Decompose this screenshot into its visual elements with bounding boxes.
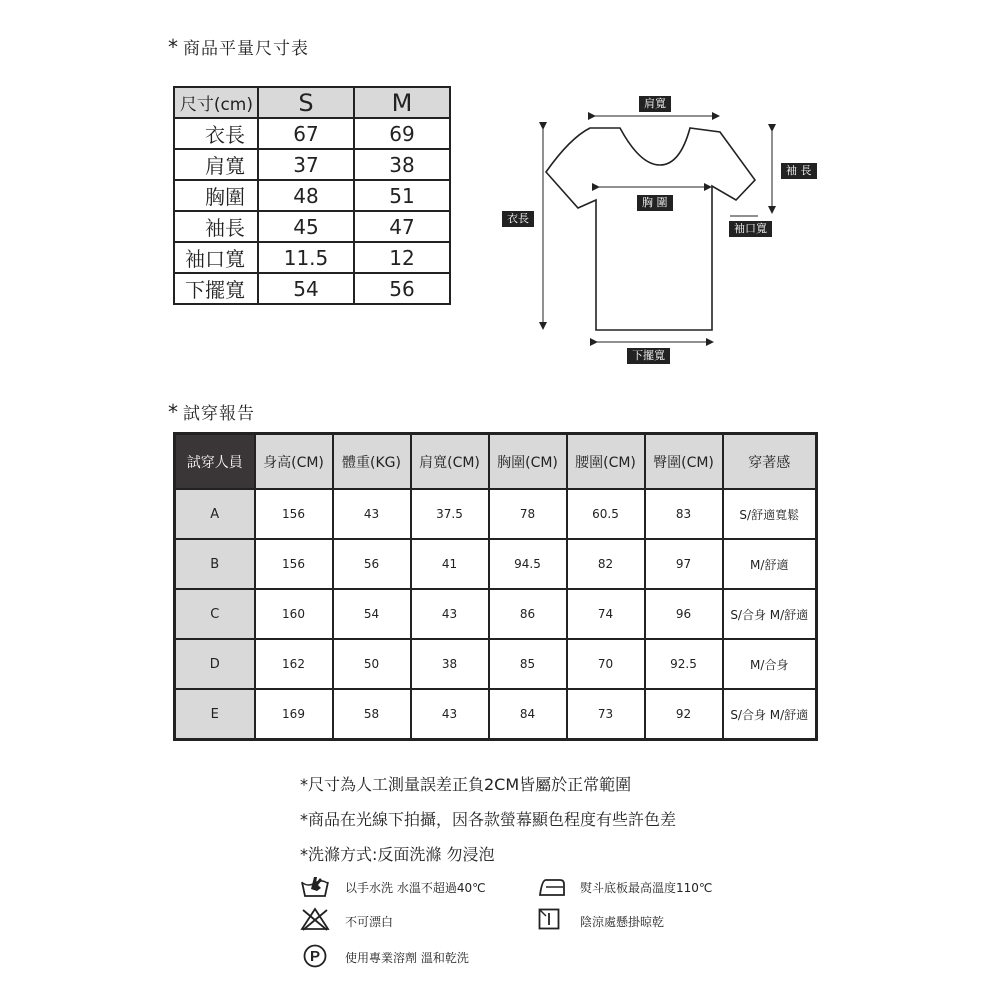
fit-table-header-row <box>175 434 817 490</box>
fit-cell-height: 156 <box>255 489 333 539</box>
table-row <box>175 589 817 639</box>
iron-icon <box>537 876 567 898</box>
size-row-label: 袖口寬 <box>174 242 258 273</box>
fit-cell-waist: 70 <box>567 639 645 689</box>
fit-cell-height: 160 <box>255 589 333 639</box>
size-cell-m: 38 <box>354 149 450 180</box>
care-no-bleach-text: 不可漂白 <box>345 915 394 929</box>
table-row <box>175 539 817 589</box>
fit-cell-waist: 82 <box>567 539 645 589</box>
table-row <box>174 118 450 149</box>
size-cell-s: 37 <box>258 149 354 180</box>
diagram-label-shoulder: 肩寬 <box>639 96 671 112</box>
dry-clean-p-icon <box>303 944 327 968</box>
fit-cell-shoulder: 38 <box>411 639 489 689</box>
size-row-label: 衣長 <box>174 118 258 149</box>
fit-header-weight: 體重(KG) <box>333 434 411 490</box>
size-table-heading: * 商品平量尺寸表 <box>168 35 309 59</box>
care-dry-clean-text: 使用專業溶劑 溫和乾洗 <box>345 951 469 965</box>
note-color-difference: *商品在光線下拍攝，因各款螢幕顯色程度有些許色差 <box>300 810 677 829</box>
size-table <box>173 86 451 305</box>
fit-cell-height: 156 <box>255 539 333 589</box>
fit-cell-chest: 84 <box>489 689 567 740</box>
fit-cell-height: 169 <box>255 689 333 740</box>
size-header-m: M <box>354 87 450 118</box>
fit-cell-tester: D <box>175 639 255 689</box>
fit-cell-weight: 56 <box>333 539 411 589</box>
fit-cell-shoulder: 43 <box>411 589 489 639</box>
size-cell-s: 48 <box>258 180 354 211</box>
size-header-unit: 尺寸(cm) <box>174 87 258 118</box>
no-bleach-icon <box>300 907 330 931</box>
hand-wash-icon <box>300 874 330 900</box>
diagram-label-cuff: 袖口寬 <box>729 221 772 237</box>
size-cell-m: 51 <box>354 180 450 211</box>
fit-cell-feel: S/合身 M/舒適 <box>723 589 817 639</box>
fit-cell-hip: 96 <box>645 589 723 639</box>
fit-header-feel: 穿著感 <box>723 434 817 490</box>
size-cell-m: 56 <box>354 273 450 304</box>
fit-header-waist: 腰圍(CM) <box>567 434 645 490</box>
fit-cell-hip: 92 <box>645 689 723 740</box>
fit-cell-feel: S/舒適寬鬆 <box>723 489 817 539</box>
table-row <box>174 273 450 304</box>
fit-header-tester: 試穿人員 <box>175 434 255 490</box>
fit-header-height: 身高(CM) <box>255 434 333 490</box>
fit-cell-waist: 74 <box>567 589 645 639</box>
size-cell-s: 45 <box>258 211 354 242</box>
fit-cell-chest: 85 <box>489 639 567 689</box>
size-row-label: 胸圍 <box>174 180 258 211</box>
size-row-label: 肩寬 <box>174 149 258 180</box>
fit-header-shoulder: 肩寬(CM) <box>411 434 489 490</box>
fit-report-heading: * 試穿報告 <box>168 400 255 424</box>
table-row <box>174 211 450 242</box>
dry-clean-p-letter: P <box>309 948 321 965</box>
size-row-label: 袖長 <box>174 211 258 242</box>
table-row <box>174 180 450 211</box>
fit-header-hip: 臀圍(CM) <box>645 434 723 490</box>
fit-cell-shoulder: 41 <box>411 539 489 589</box>
fit-cell-hip: 97 <box>645 539 723 589</box>
size-cell-s: 54 <box>258 273 354 304</box>
diagram-label-sleeve-length: 袖 長 <box>781 163 817 179</box>
fit-cell-feel: M/合身 <box>723 639 817 689</box>
fit-cell-tester: C <box>175 589 255 639</box>
care-shade-dry-text: 陰涼處懸掛晾乾 <box>580 915 665 929</box>
table-row <box>175 639 817 689</box>
fit-cell-hip: 83 <box>645 489 723 539</box>
fit-cell-hip: 92.5 <box>645 639 723 689</box>
size-cell-m: 12 <box>354 242 450 273</box>
table-row <box>174 242 450 273</box>
fit-cell-tester: E <box>175 689 255 740</box>
care-iron-text: 熨斗底板最高溫度110℃ <box>580 881 713 895</box>
diagram-label-chest: 胸 圍 <box>637 195 673 211</box>
fit-cell-weight: 58 <box>333 689 411 740</box>
size-table-header-row <box>174 87 450 118</box>
fit-cell-chest: 94.5 <box>489 539 567 589</box>
table-row <box>174 149 450 180</box>
diagram-label-length: 衣長 <box>502 211 534 227</box>
size-header-s: S <box>258 87 354 118</box>
fit-cell-waist: 73 <box>567 689 645 740</box>
size-cell-m: 69 <box>354 118 450 149</box>
table-row <box>175 489 817 539</box>
note-washing-method: *洗滌方式:反面洗滌 勿浸泡 <box>300 845 495 864</box>
fit-header-chest: 胸圍(CM) <box>489 434 567 490</box>
fit-cell-shoulder: 43 <box>411 689 489 740</box>
fit-cell-feel: S/合身 M/舒適 <box>723 689 817 740</box>
fit-cell-chest: 78 <box>489 489 567 539</box>
fit-cell-height: 162 <box>255 639 333 689</box>
diagram-label-hem: 下擺寬 <box>627 348 670 364</box>
tshirt-outline <box>546 128 755 330</box>
note-measurement-error: *尺寸為人工測量誤差正負2CM皆屬於正常範圍 <box>300 775 632 794</box>
fit-report-table <box>173 432 818 741</box>
size-cell-s: 11.5 <box>258 242 354 273</box>
fit-cell-weight: 50 <box>333 639 411 689</box>
fit-cell-tester: B <box>175 539 255 589</box>
fit-cell-waist: 60.5 <box>567 489 645 539</box>
size-row-label: 下擺寬 <box>174 273 258 304</box>
size-cell-s: 67 <box>258 118 354 149</box>
fit-cell-feel: M/舒適 <box>723 539 817 589</box>
size-cell-m: 47 <box>354 211 450 242</box>
fit-cell-chest: 86 <box>489 589 567 639</box>
fit-cell-tester: A <box>175 489 255 539</box>
table-row <box>175 689 817 740</box>
fit-cell-shoulder: 37.5 <box>411 489 489 539</box>
line-dry-shade-icon <box>538 908 560 930</box>
fit-cell-weight: 43 <box>333 489 411 539</box>
fit-cell-weight: 54 <box>333 589 411 639</box>
care-hand-wash-text: 以手水洗 水溫不超過40℃ <box>345 881 486 895</box>
